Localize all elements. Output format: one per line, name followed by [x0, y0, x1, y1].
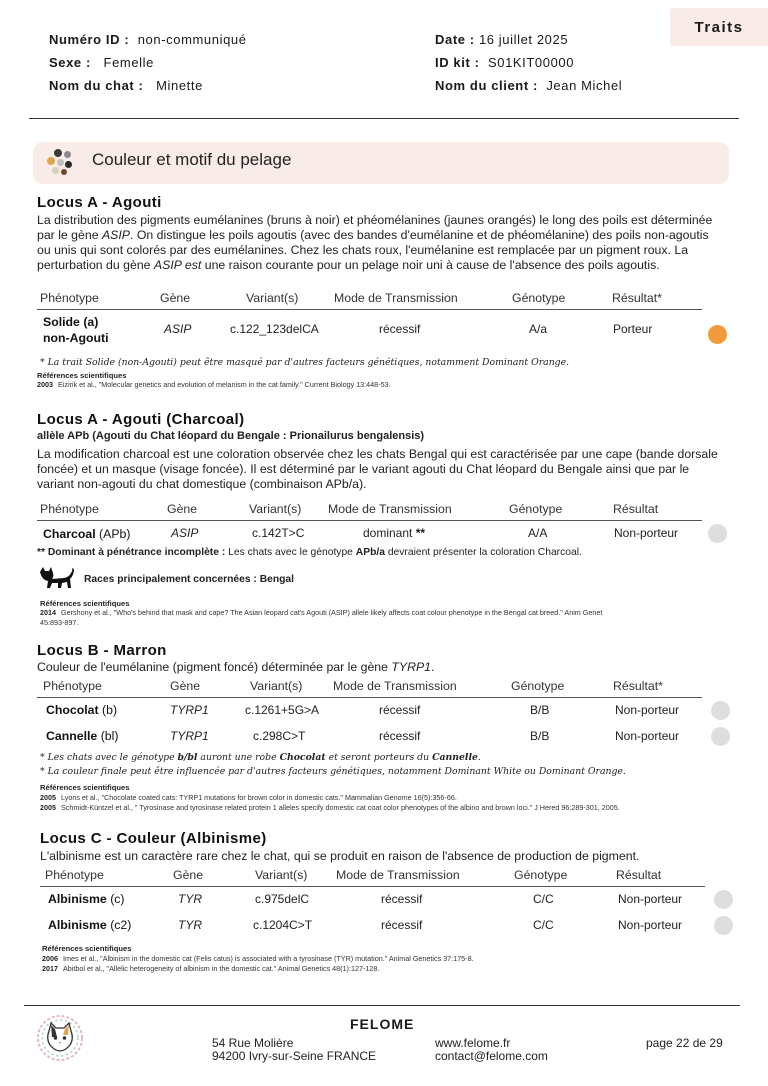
page-number: page 22 de 29 [646, 1036, 723, 1050]
transmission-cell: récessif [379, 729, 421, 743]
note-text: devraient présenter la coloration Charcoal. [384, 547, 582, 558]
transmission-cell: récessif [381, 918, 423, 932]
col-gene: Gène [160, 291, 191, 305]
cat-name-row [49, 78, 203, 93]
non-carrier-status-indicator [714, 916, 733, 935]
footer-address-2: 94200 Ivry-sur-Seine FRANCE [212, 1049, 377, 1063]
col-transmission: Mode de Transmission [328, 502, 452, 516]
reference-text: Lyons et al., "Chocolate coated cats: TYRP1 mutations for brown color in domestic cats." Mammalian Genome 16(5):356-66. [61, 793, 457, 802]
reference-item [37, 380, 391, 390]
reference-item [40, 803, 620, 813]
genotype-cell: A/a [529, 322, 548, 336]
variant-cell: c.975delC [255, 892, 310, 906]
col-genotype: Génotype [511, 679, 565, 693]
gene-cell: TYR [178, 892, 202, 906]
carrier-status-indicator [708, 325, 727, 344]
footer-brand: FELOME [350, 1016, 415, 1032]
footer-website-link[interactable]: www.felome.fr [435, 1036, 511, 1050]
phenotype-allele: (APb) [99, 527, 131, 541]
phenotype-name: Charcoal [43, 527, 96, 541]
locus-a-charcoal-title: Locus A - Agouti (Charcoal) [37, 411, 245, 428]
header-divider [29, 118, 739, 119]
col-genotype: Génotype [514, 868, 568, 882]
phenotype-allele: (c) [110, 892, 125, 906]
id-row [49, 32, 247, 47]
locus-a-description [37, 213, 723, 273]
transmission-cell: récessif [381, 892, 423, 906]
locus-a-title: Locus A - Agouti [37, 194, 162, 211]
phenotype-name: Cannelle [46, 729, 98, 743]
locus-a-charcoal-description: La modification charcoal est une coloration observée chez les chats Bengal qui est caractérisée par une cape (bande dorsale foncée) et un masque (visage foncée). Il est déterminé par le variant agouti du Chat léopard du Bengale ainsi que par le variant non-agouti du chat domestique (combinaison APb/a). [37, 447, 718, 491]
transmission-cell [363, 526, 425, 540]
col-genotype: Génotype [512, 291, 566, 305]
col-phenotype: Phénotype [45, 868, 104, 882]
variant-cell: c.122_123delCA [230, 322, 319, 336]
locus-b-refs-title: Références scientifiques [40, 783, 130, 792]
reference-item [42, 954, 474, 964]
col-transmission: Mode de Transmission [336, 868, 460, 882]
phenotype-allele: (b) [102, 703, 118, 717]
cat-name-label: Nom du chat : [49, 78, 144, 93]
note-bold: Chocolat [279, 752, 326, 763]
gene-cell: TYRP1 [170, 729, 209, 743]
locus-c-refs-title: Références scientifiques [42, 944, 132, 953]
col-phenotype: Phénotype [40, 291, 99, 305]
locus-a-desc-part: La distribution des pigments eumélanines (bruns à noir) et phéomélanines (jaunes orangés) le long des poils est déterminée par le gène [37, 213, 713, 242]
result-cell: Porteur [613, 322, 653, 336]
genotype-cell: A/A [528, 526, 548, 540]
col-gene: Gène [167, 502, 198, 516]
transmission-cell: récessif [379, 703, 421, 717]
table-header-rule [37, 697, 702, 698]
phenotype-cell [46, 702, 117, 718]
variant-cell: c.142T>C [252, 526, 305, 540]
col-variant: Variant(s) [255, 868, 308, 882]
phenotype-cell [48, 917, 131, 933]
locus-a-desc-gene: ASIP est [153, 258, 202, 272]
non-carrier-status-indicator [711, 727, 730, 746]
gene-cell: TYR [178, 918, 202, 932]
kit-label: ID kit : [435, 55, 480, 70]
reference-item [40, 793, 457, 803]
reference-year: 2006 [42, 954, 58, 963]
col-variant: Variant(s) [250, 679, 303, 693]
transmission-footnote-mark: ** [415, 526, 426, 540]
col-result: Résultat [613, 502, 659, 516]
reference-text: Imes et al., "Albinism in the domestic cat (Felis catus) is associated with a tyrosinase (TYR) mutation." Animal Genetics 37:175-8. [63, 954, 474, 963]
col-result: Résultat* [613, 679, 663, 693]
breeds-concerned: Races principalement concernées : Bengal [84, 574, 295, 585]
note-text: Les chats avec le génotype [225, 547, 356, 558]
locus-a-refs-title: Références scientifiques [37, 371, 127, 380]
result-cell: Non-porteur [614, 526, 679, 540]
phenotype-cell [46, 728, 118, 744]
locus-c-description: L'albinisme est un caractère rare chez le chat, qui se produit en raison de l'absence de production de pigment. [40, 849, 640, 863]
footer-address-1: 54 Rue Molière [212, 1036, 294, 1050]
non-carrier-status-indicator [711, 701, 730, 720]
reference-text: 45:893-897. [40, 618, 79, 627]
variant-cell: c.298C>T [253, 729, 306, 743]
table-header-rule [37, 520, 702, 521]
locus-a-desc-gene: ASIP [101, 228, 130, 242]
locus-b-description [37, 660, 723, 675]
locus-a-desc-part: . On distingue les poils agoutis (avec des bandes d'eumélanine et de phéomélanine) des poils non-agoutis ou unis qui sont colorés par des eumélanines. Chez les chats roux, l'eumélanine est remplacée par un pigment roux. La perturbation du gène [37, 228, 709, 272]
reference-text: Gershony et al., "Who's behind that mask and cape? The Asian leopard cat's Agouti (ASIP) allele likely affects coat colour phenotype in the Bengal cat breed." Anim Genet [61, 608, 603, 617]
col-phenotype: Phénotype [40, 502, 99, 516]
date-label: Date : [435, 32, 475, 47]
id-label: Numéro ID : [49, 32, 130, 47]
sex-label: Sexe : [49, 55, 91, 70]
locus-a-charcoal-note [37, 547, 582, 558]
phenotype-allele: (c2) [110, 918, 132, 932]
phenotype-cell [48, 891, 125, 907]
phenotype-name: Chocolat [46, 703, 99, 717]
reference-item [40, 618, 78, 628]
id-value: non-communiqué [137, 32, 247, 47]
col-result: Résultat [616, 868, 662, 882]
client-value: Jean Michel [546, 78, 623, 93]
locus-a-charcoal-refs-title: Références scientifiques [40, 599, 130, 608]
transmission-cell: récessif [379, 322, 421, 336]
variant-cell: c.1204C>T [253, 918, 313, 932]
note-text: . [477, 752, 481, 763]
table-header-rule [37, 309, 702, 310]
col-transmission: Mode de Transmission [333, 679, 457, 693]
cat-name-value: Minette [156, 78, 203, 93]
note-text: * Les chats avec le génotype [40, 752, 178, 763]
sex-row [49, 55, 154, 70]
phenotype-cell [43, 526, 130, 542]
reference-year: 2005 [40, 793, 56, 802]
traits-tab: Traits [670, 8, 768, 46]
result-cell: Non-porteur [618, 892, 683, 906]
reference-text: Abitbol et al., "Allelic heterogeneity of albinism in the domestic cat." Animal Genetics 48(1):127-128. [63, 964, 380, 973]
date-row [435, 32, 568, 47]
locus-b-note-1 [40, 752, 481, 763]
locus-a-note: * La trait Solide (non-Agouti) peut être masqué par d'autres facteurs génétiques, notamment Dominant Orange. [40, 357, 570, 368]
section-title: Couleur et motif du pelage [92, 150, 292, 169]
phenotype-allele: (bl) [100, 729, 119, 743]
reference-year: 2003 [37, 380, 53, 389]
coat-colors-icon [45, 149, 75, 177]
col-variant: Variant(s) [249, 502, 302, 516]
client-label: Nom du client : [435, 78, 538, 93]
gene-cell: ASIP [164, 322, 192, 336]
note-text: et seront porteurs du [325, 752, 433, 763]
kit-row [435, 55, 574, 70]
transmission-value: dominant [363, 526, 413, 540]
locus-b-title: Locus B - Marron [37, 642, 167, 659]
locus-b-desc-gene: TYRP1 [391, 660, 432, 674]
felome-logo-icon [35, 1013, 85, 1063]
locus-a-charcoal-subtitle: allèle APb (Agouti du Chat léopard du Bengale : Prionailurus bengalensis) [37, 430, 425, 442]
non-carrier-status-indicator [708, 524, 727, 543]
variant-cell: c.1261+5G>A [245, 703, 320, 717]
locus-b-note-2: * La couleur finale peut être influencée par d'autres facteurs génétiques, notamment Dominant White ou Dominant Orange. [40, 766, 626, 777]
phenotype-line: Solide (a) [43, 315, 99, 329]
note-genotype: APb/a [355, 547, 385, 558]
locus-a-desc-part: une raison courante pour un pelage noir uni à cause de l'absence des poils agoutis. [201, 258, 660, 272]
locus-c-title: Locus C - Couleur (Albinisme) [40, 830, 267, 847]
reference-year: 2014 [40, 608, 56, 617]
gene-cell: TYRP1 [170, 703, 209, 717]
result-cell: Non-porteur [615, 729, 680, 743]
note-text: auront une robe [197, 752, 280, 763]
footer-email-link[interactable]: contact@felome.com [435, 1049, 548, 1063]
locus-b-desc-part: . [431, 660, 435, 674]
phenotype-name: Albinisme [48, 892, 107, 906]
col-transmission: Mode de Transmission [334, 291, 458, 305]
note-bold: ** Dominant à pénétrance incomplète : [37, 547, 226, 558]
col-gene: Gène [170, 679, 201, 693]
genotype-cell: B/B [530, 703, 550, 717]
phenotype-line: non-Agouti [43, 331, 109, 345]
col-result: Résultat* [612, 291, 662, 305]
genotype-cell: C/C [533, 892, 554, 906]
sex-value: Femelle [103, 55, 154, 70]
gene-cell: ASIP [171, 526, 199, 540]
phenotype-cell [43, 314, 109, 346]
result-cell: Non-porteur [618, 918, 683, 932]
table-header-rule [40, 886, 705, 887]
client-row [435, 78, 622, 93]
col-gene: Gène [173, 868, 204, 882]
col-genotype: Génotype [509, 502, 563, 516]
note-bold: Cannelle [432, 752, 478, 763]
locus-b-desc-part: Couleur de l'eumélanine (pigment foncé) déterminée par le gène [37, 660, 392, 674]
col-variant: Variant(s) [246, 291, 299, 305]
reference-item [42, 964, 379, 974]
result-cell: Non-porteur [615, 703, 680, 717]
col-phenotype: Phénotype [43, 679, 102, 693]
reference-text: Eizirik et al., "Molecular genetics and evolution of melanism in the cat family." Current Biology 13:448-53. [58, 380, 391, 389]
non-carrier-status-indicator [714, 890, 733, 909]
footer-divider [24, 1005, 740, 1006]
note-bold: b/bl [177, 752, 198, 763]
reference-text: Schmidt-Küntzel et al., " Tyrosinase and tyrosinase related protein 1 alleles specify domestic cat coat color phenotypes of the albino and brown loci." J Hered 96:289-301, 2005. [61, 803, 620, 812]
date-value: 16 juillet 2025 [478, 32, 569, 47]
reference-item [40, 608, 602, 618]
reference-year: 2005 [40, 803, 56, 812]
kit-value: S01KIT00000 [487, 55, 575, 70]
genotype-cell: C/C [533, 918, 554, 932]
reference-year: 2017 [42, 964, 58, 973]
phenotype-name: Albinisme [48, 918, 107, 932]
genotype-cell: B/B [530, 729, 550, 743]
cat-silhouette-icon [38, 566, 74, 590]
